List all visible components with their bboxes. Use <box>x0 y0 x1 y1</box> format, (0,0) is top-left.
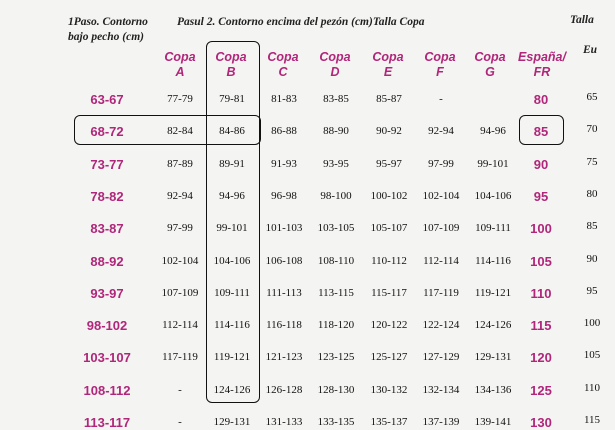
spain-fr-size: 125 <box>530 382 552 398</box>
cup-cell: 97-99 <box>428 157 454 170</box>
cup-cell: 115-117 <box>371 286 407 299</box>
cup-cell: 135-137 <box>370 416 408 428</box>
cup-cell: 118-120 <box>317 319 355 332</box>
highlight-eu-size <box>519 115 564 145</box>
cup-cell: 84-86 <box>219 125 245 138</box>
cup-cell: 90-92 <box>376 125 402 138</box>
cup-cell: 105-107 <box>370 222 408 235</box>
spain-fr-size: 110 <box>530 285 552 301</box>
cup-header-line2: D <box>330 65 340 79</box>
cup-cell: 93-95 <box>323 157 349 170</box>
cup-cell: 119-121 <box>474 286 512 299</box>
spain-fr-size: 115 <box>530 318 552 334</box>
cup-cell: 107-109 <box>422 222 460 235</box>
eu-size: 100 <box>583 317 601 330</box>
cup-cell: 111-113 <box>266 286 302 299</box>
spain-fr-size: 130 <box>530 415 552 430</box>
cup-cell: 109-111 <box>475 222 511 235</box>
cup-cell: 88-90 <box>323 125 349 138</box>
cup-cell: 91-93 <box>271 157 297 170</box>
cup-cell: 85-87 <box>376 93 402 105</box>
eu-size: 105 <box>583 349 601 362</box>
cup-cell: 92-94 <box>167 189 193 202</box>
cup-cell: 120-122 <box>370 319 408 332</box>
cup-cell: 86-88 <box>271 125 297 138</box>
spain-fr-size: 120 <box>530 350 552 366</box>
cup-header-line1: Copa <box>267 50 299 64</box>
cup-cell: 124-126 <box>213 383 251 396</box>
cup-cell: 117-119 <box>423 286 459 299</box>
cup-cell: 133-135 <box>317 416 355 428</box>
cup-header-line1: Copa <box>164 50 196 64</box>
cup-cell: 128-130 <box>317 383 355 396</box>
cup-header-line1: Copa <box>215 50 247 64</box>
cup-header-line1: Copa <box>474 50 506 64</box>
cup-cell: 132-134 <box>422 383 460 396</box>
cup-header-line2: C <box>278 65 288 79</box>
spain-fr-size: 90 <box>533 156 549 172</box>
cup-cell: 125-127 <box>370 351 408 364</box>
step1-title: 1Paso. Contorno <box>68 16 148 28</box>
cup-header-3 <box>313 50 357 80</box>
spain-fr-size: 95 <box>533 188 549 204</box>
cup-cell: 99-101 <box>216 222 248 235</box>
band-size: 88-92 <box>90 253 124 269</box>
cup-cell: 122-124 <box>422 319 460 332</box>
cup-header-line2: E <box>383 65 393 79</box>
cup-cell: 113-115 <box>318 286 354 299</box>
cup-cell: 107-109 <box>161 286 199 299</box>
cup-cell: 119-121 <box>213 351 251 364</box>
cup-header-line1: España/ <box>518 50 566 64</box>
band-size: 83-87 <box>90 221 124 237</box>
cup-cell: 79-81 <box>219 93 245 105</box>
cup-cell: 97-99 <box>167 222 193 235</box>
cup-cell: 95-97 <box>376 157 402 170</box>
cup-header-6 <box>468 50 512 80</box>
cup-cell: 131-133 <box>265 416 303 428</box>
spain-fr-size: 85 <box>533 124 549 140</box>
band-size: 113-117 <box>83 415 131 430</box>
cup-cell: - <box>439 93 443 105</box>
cup-cell: 102-104 <box>422 189 460 202</box>
eu-size: 115 <box>583 414 601 426</box>
spain-fr-size: 105 <box>530 253 552 269</box>
cup-header-line1: Copa <box>319 50 351 64</box>
cup-cell: 121-123 <box>265 351 303 364</box>
cup-header-4 <box>366 50 410 80</box>
cup-cell: 77-79 <box>167 93 193 105</box>
cup-cell: 124-126 <box>474 319 512 332</box>
cup-cell: 104-106 <box>213 254 251 267</box>
cup-cell: 114-116 <box>475 254 511 267</box>
cup-cell: 129-131 <box>474 351 512 364</box>
spain-fr-size: 80 <box>533 92 549 107</box>
highlight-cup-b-column <box>206 41 260 403</box>
cup-cell: 83-85 <box>323 93 349 105</box>
cup-cell: 104-106 <box>474 189 512 202</box>
spain-fr-size: 100 <box>530 221 552 237</box>
cup-cell: 137-139 <box>422 416 460 428</box>
cup-header-line2: F <box>436 65 444 79</box>
cup-cell: 130-132 <box>370 383 408 396</box>
cup-header-line1: Copa <box>424 50 456 64</box>
cup-cell: 117-119 <box>162 351 198 364</box>
cup-cell: 81-83 <box>271 93 297 105</box>
cup-cell: 116-118 <box>266 319 302 332</box>
cup-cell: - <box>178 416 182 428</box>
cup-header-line2: G <box>485 65 495 79</box>
cup-cell: 112-114 <box>162 319 198 332</box>
cup-cell: 139-141 <box>474 416 512 428</box>
band-size: 73-77 <box>90 156 124 172</box>
eu-label: Eu <box>583 44 598 56</box>
cup-cell: 98-100 <box>320 189 352 202</box>
eu-size: 75 <box>586 155 598 168</box>
band-size: 103-107 <box>83 350 131 366</box>
cup-header-0 <box>158 50 202 80</box>
eu-size: 90 <box>586 252 598 265</box>
talla-label: Talla <box>570 14 594 26</box>
band-size: 108-112 <box>83 382 131 398</box>
cup-cell: 100-102 <box>370 189 408 202</box>
cup-cell: 126-128 <box>265 383 303 396</box>
cup-cell: 114-116 <box>214 319 250 332</box>
cup-cell: 109-111 <box>214 286 250 299</box>
eu-size: 80 <box>586 187 598 200</box>
cup-header-line2: B <box>226 65 236 79</box>
cup-cell: 106-108 <box>265 254 303 267</box>
cup-cell: 101-103 <box>265 222 303 235</box>
step1-subtitle: bajo pecho (cm) <box>68 31 145 43</box>
eu-size: 110 <box>583 381 601 394</box>
cup-cell: 123-125 <box>317 351 355 364</box>
cup-cell: 87-89 <box>167 157 193 170</box>
cup-cell: 103-105 <box>317 222 355 235</box>
cup-cell: 94-96 <box>480 125 506 138</box>
cup-cell: 102-104 <box>161 254 199 267</box>
cup-header-line1: Copa <box>372 50 404 64</box>
cup-cell: 134-136 <box>474 383 512 396</box>
cup-cell: 129-131 <box>213 416 251 428</box>
eu-size: 65 <box>586 91 598 103</box>
cup-cell: 96-98 <box>271 189 297 202</box>
cup-cell: 89-91 <box>219 157 245 170</box>
cup-cell: 92-94 <box>428 125 454 138</box>
band-size: 78-82 <box>90 188 124 204</box>
cup-cell: 110-112 <box>371 254 407 267</box>
band-size: 68-72 <box>90 124 124 140</box>
eu-size: 70 <box>586 123 598 136</box>
eu-size: 85 <box>586 220 598 233</box>
cup-cell: 99-101 <box>477 157 509 170</box>
cup-header-5 <box>418 50 462 80</box>
highlight-band-row <box>74 115 261 145</box>
cup-cell: 127-129 <box>422 351 460 364</box>
eu-size: 95 <box>586 284 598 297</box>
band-size: 98-102 <box>86 318 128 334</box>
step2-title: Pasul 2. Contorno encima del pezón (cm)Talla Copa <box>177 16 425 28</box>
cup-cell: 108-110 <box>317 254 355 267</box>
cup-cell: 94-96 <box>219 189 245 202</box>
band-size: 63-67 <box>90 92 124 107</box>
band-size: 93-97 <box>90 285 124 301</box>
cup-cell: - <box>178 383 182 396</box>
cup-header-line2: A <box>175 65 185 79</box>
cup-header-7 <box>513 50 571 80</box>
cup-cell: 82-84 <box>167 125 193 138</box>
cup-header-line2: FR <box>533 65 551 79</box>
cup-cell: 112-114 <box>423 254 459 267</box>
cup-header-2 <box>261 50 305 80</box>
